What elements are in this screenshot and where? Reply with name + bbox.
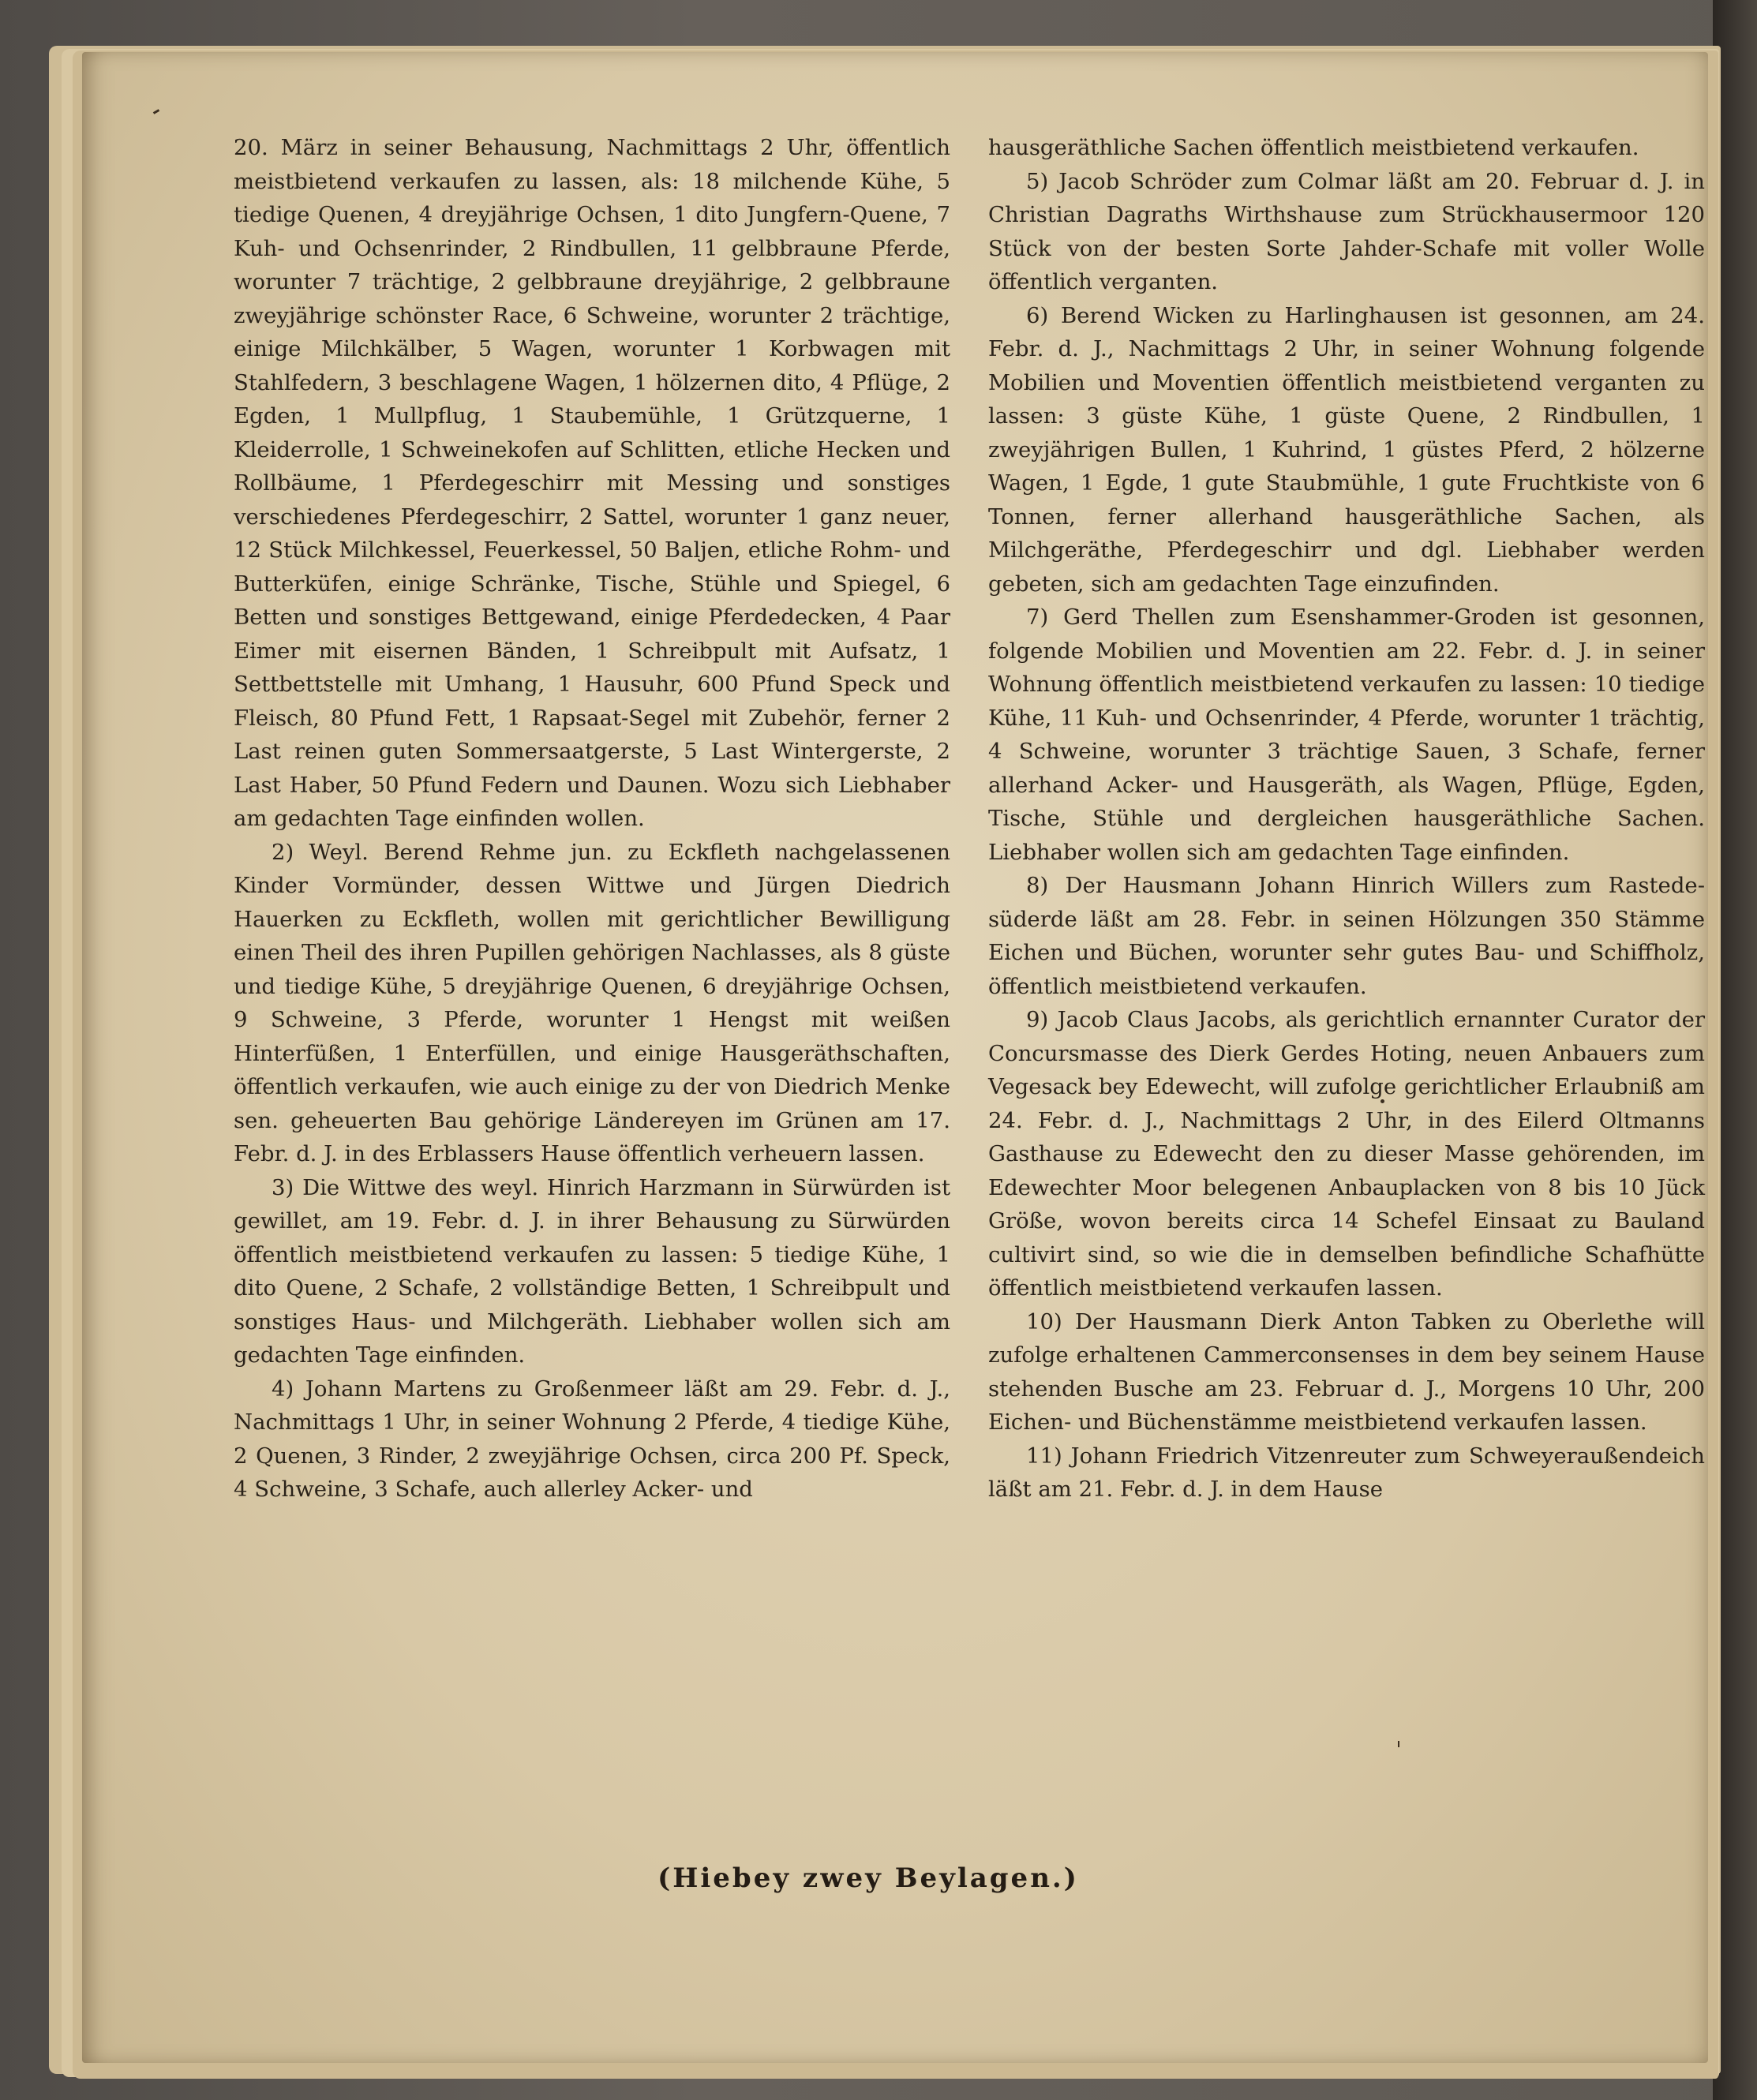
notice-paragraph: 20. März in seiner Behausung, Nachmittags 2 Uhr, öffentlich meistbietend verkaufen zu lassen, als: 18 milchende Kühe, 5 tiedige Quenen, 4 dreyjährige Ochsen, 1 dito Jungfern-Quene, 7 Kuh- und Ochsenrinder, 2 Rindbullen, 11 gelbbraune Pferde, worunter 7 trächtige, 2 gelbbraune dreyjährige, 2 gelbbraune zweyjährige schönster Race, 6 Schweine, worunter 2 trächtige, einige Milchkälber, 5 Wagen, worunter 1 Korbwagen mit Stahlfedern, 3 beschlagene Wagen, 1 hölzernen dito, 4 Pflüge, 2 Egden, 1 Mullpflug, 1 Staubemühle, 1 Grützquerne, 1 Kleiderrolle, 1 Schweinekofen auf Schlitten, etliche Hecken und Rollbäume, 1 Pferdegeschirr mit Messing und sonstiges verschiedenes Pferdegeschirr, 2 Sattel, worunter 1 ganz neuer, 12 Stück Milchkessel, Feuerkessel, 50 Baljen, etliche Rohm- und Butterküfen, einige Schränke, Tische, Stühle und Spiegel, 6 Betten und sonstiges Bettgewand, einige Pferdedecken, 4 Paar Eimer mit eisernen Bänden, 1 Schreibpult mit Aufsatz, 1 Settbettstelle mit Umhang, 1 Hausuhr, 600 Pfund Speck und Fleisch, 80 Pfund Fett, 1 Rapsaat-Segel mit Zubehör, ferner 2 Last reinen guten Sommersaatgerste, 5 Last Wintergerste, 2 Last Haber, 50 Pfund Federn und Daunen. Wozu sich Liebhaber am gedachten Tage einfinden wollen.	[234, 135, 950, 831]
left-text-column	[234, 131, 950, 1507]
notice-paragraph: 7) Gerd Thellen zum Esenshammer-Groden ist gesonnen, folgende Mobilien und Moventien am 22. Febr. d. J. in seiner Wohnung öffentlich meistbietend verkaufen zu lassen: 10 tiedige Kühe, 11 Kuh- und Ochsenrinder, 4 Pferde, worunter 1 trächtig, 4 Schweine, worunter 3 trächtige Sauen, 3 Schafe, ferner allerhand Acker- und Hausgeräth, als Wagen, Pflüge, Egden, Tische, Stühle und dergleichen hausgeräthliche Sachen. Liebhaber wollen sich am gedachten Tage einfinden.	[988, 605, 1705, 865]
notice-paragraph: 10) Der Hausmann Dierk Anton Tabken zu Oberlethe will zufolge erhaltenen Cammerconsenses in dem bey seinem Hause stehenden Busche am 23. Februar d. J., Morgens 10 Uhr, 200 Eichen- und Büchenstämme meistbietend verkaufen lassen.	[988, 1308, 1705, 1435]
notice-paragraph: 4) Johann Martens zu Großenmeer läßt am 29. Febr. d. J., Nachmittags 1 Uhr, in seiner Wohnung 2 Pferde, 4 tiedige Kühe, 2 Quenen, 3 Rinder, 2 zweyjährige Ochsen, circa 200 Pf. Speck, 4 Schweine, 3 Schafe, auch allerley Acker- und	[234, 1376, 950, 1502]
notice-paragraph: 11) Johann Friedrich Vitzenreuter zum Schweyeraußendeich läßt am 21. Febr. d. J. in dem Hause	[988, 1443, 1705, 1502]
notice-paragraph: 2) Weyl. Berend Rehme jun. zu Eckfleth nachgelassenen Kinder Vormünder, dessen Wittwe und Jürgen Diedrich Hauerken zu Eckfleth, wollen mit gerichtlicher Bewilligung einen Theil des ihren Pupillen gehörigen Nachlasses, als 8 güste und tiedige Kühe, 5 dreyjährige Quenen, 6 dreyjährige Ochsen, 9 Schweine, 3 Pferde, worunter 1 Hengst mit weißen Hinterfüßen, 1 Enterfüllen, und einige Hausgeräthschaften, öffentlich verkaufen, wie auch einige zu der von Diedrich Menke sen. geheuerten Bau gehörige Ländereyen im Grünen am 17. Febr. d. J. in des Erblassers Hause öffentlich verheuern lassen.	[234, 839, 950, 1166]
notice-paragraph: 3) Die Wittwe des weyl. Hinrich Harzmann in Sürwürden ist gewillet, am 19. Febr. d. J. in ihrer Behausung zu Sürwürden öffentlich meistbietend verkaufen zu lassen: 5 tiedige Kühe, 1 dito Quene, 2 Schafe, 2 vollständige Betten, 1 Schreibpult und sonstiges Haus- und Milchgeräth. Liebhaber wollen sich am gedachten Tage einfinden.	[234, 1174, 950, 1368]
notice-paragraph: 9) Jacob Claus Jacobs, als gerichtlich ernannter Curator der Concursmasse des Dierk Gerdes Hoting, neuen Anbauers zum Vegesack bey Edewecht, will zufolge gerichtlicher Erlaubniß am 24. Febr. d. J., Nachmittags 2 Uhr, in des Eilerd Oltmanns Gasthause zu Edewecht den zu dieser Masse gehörenden, im Edewechter Moor belegenen Anbauplacken von 8 bis 10 Jück Größe, wovon bereits circa 14 Schefel Einsaat zu Bauland cultivirt sind, so wie die in demselben befindliche Schafhütte öffentlich meistbietend verkaufen lassen.	[988, 1007, 1705, 1301]
notice-paragraph: 5) Jacob Schröder zum Colmar läßt am 20. Februar d. J. in Christian Dagraths Wirthshause zum Strückhausermoor 120 Stück von der besten Sorte Jahder-Schafe mit voller Wolle öffentlich verganten.	[988, 168, 1705, 294]
ink-speck	[1398, 1741, 1399, 1747]
right-text-column	[988, 131, 1705, 1507]
notice-paragraph: 6) Berend Wicken zu Harlinghausen ist gesonnen, am 24. Febr. d. J., Nachmittags 2 Uhr, in seiner Wohnung folgende Mobilien und Moventien öffentlich meistbietend verganten zu lassen: 3 güste Kühe, 1 güste Quene, 2 Rindbullen, 1 zweyjährigen Bullen, 1 Kuhrind, 1 güstes Pferd, 2 hölzerne Wagen, 1 Egde, 1 gute Staubmühle, 1 gute Fruchtkiste von 6 Tonnen, ferner allerhand hausgeräthliche Sachen, als Milchgeräthe, Pferdegeschirr und dgl. Liebhaber werden gebeten, sich am gedachten Tage einzufinden.	[988, 302, 1705, 597]
notice-paragraph: hausgeräthliche Sachen öffentlich meistbietend verkaufen.	[988, 135, 1639, 160]
notice-paragraph: 8) Der Hausmann Johann Hinrich Willers zum Rastede-süderde läßt am 28. Febr. in seinen Hölzungen 350 Stämme Eichen und Büchen, worunter sehr gutes Bau- und Schiffholz, öffentlich meistbietend verkaufen.	[988, 873, 1705, 999]
ink-speck	[153, 109, 159, 114]
supplement-footnote: (Hiebey zwey Beylagen.)	[657, 1862, 1079, 1894]
